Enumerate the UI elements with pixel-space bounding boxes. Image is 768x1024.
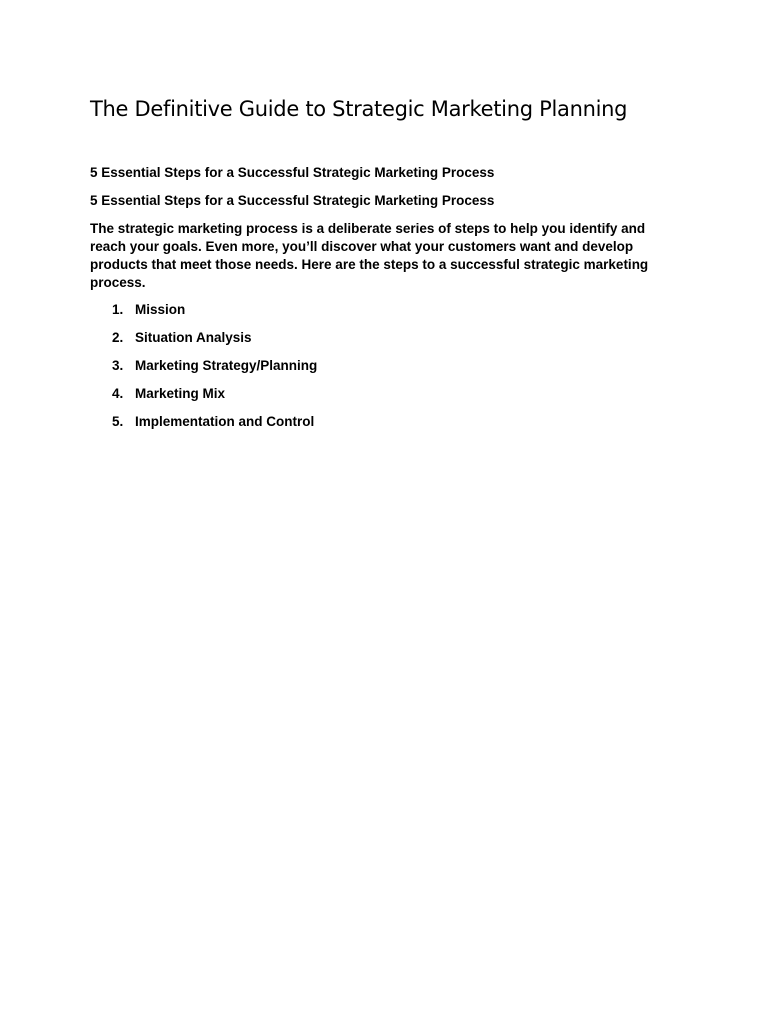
list-item-number: 1.: [112, 302, 124, 317]
intro-paragraph: The strategic marketing process is a deliberate series of steps to help you identify and reach your goals. Even more, you’ll discover what your customers want and develop products that meet those needs. Here are the steps to a successful strategic marketing process.: [90, 221, 649, 290]
list-item-number: 3.: [112, 358, 124, 373]
list-item: [90, 385, 590, 413]
page-title: The Definitive Guide to Strategic Marketing Planning: [90, 97, 628, 121]
list-item: [90, 413, 590, 441]
list-item-number: 4.: [112, 386, 124, 401]
list-item-label: Marketing Mix: [135, 386, 226, 401]
subheading: 5 Essential Steps for a Successful Strategic Marketing Process: [90, 165, 495, 180]
list-item: [90, 357, 590, 385]
list-item-number: 5.: [112, 414, 124, 429]
list-item-label: Mission: [135, 302, 186, 317]
subheading-repeat: 5 Essential Steps for a Successful Strategic Marketing Process: [90, 193, 495, 208]
list-item-label: Situation Analysis: [135, 330, 252, 345]
list-item-label: Marketing Strategy/Planning: [135, 358, 318, 373]
list-item-number: 2.: [112, 330, 124, 345]
steps-list: [90, 301, 590, 441]
list-item-label: Implementation and Control: [135, 414, 315, 429]
list-item: [90, 329, 590, 357]
list-item: [90, 301, 590, 329]
